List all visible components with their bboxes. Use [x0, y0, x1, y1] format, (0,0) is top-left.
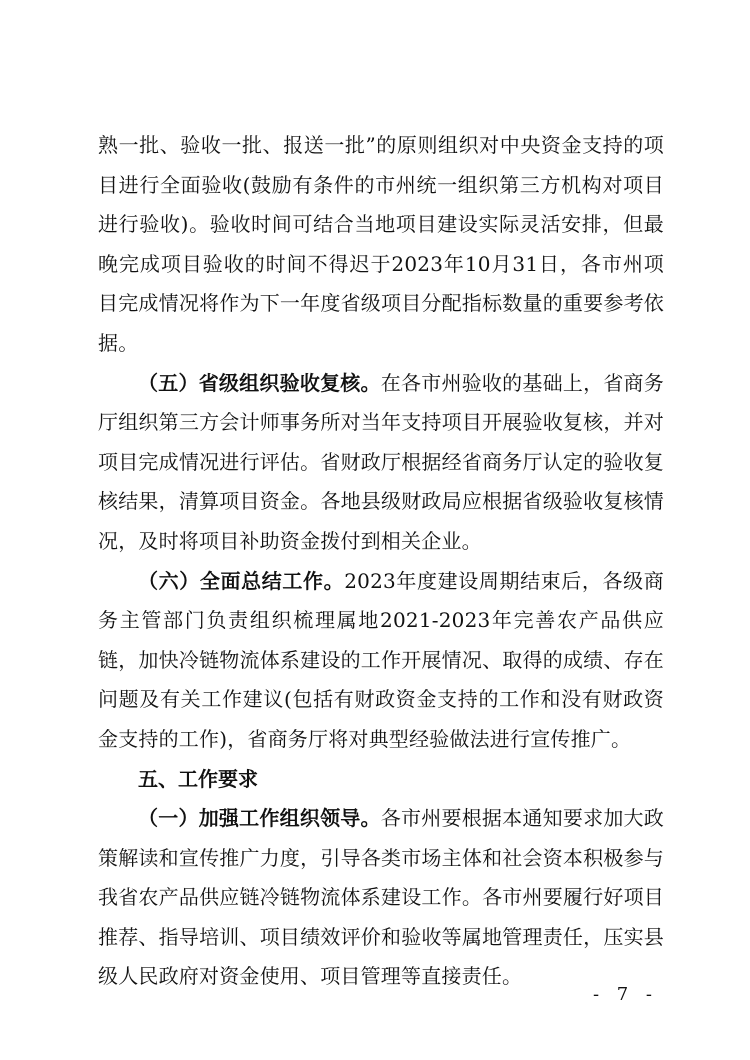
paragraph-text: 2023年度建设周期结束后，各级商务主管部门负责组织梳理属地2021-2023年完善农产品供应链，加快冷链物流体系建设的工作开展情况、取得的成绩、存在问题及有关工作建议(包括有财政资金支持的工作和没有财政资金支持的工作)，省商务厅将对典型经验做法进行宣传推广。 [98, 568, 664, 751]
paragraph-continuation [98, 126, 664, 364]
paragraph-text: 各市州要根据本通知要求加大政策解读和宣传推广力度，引导各类市场主体和社会资本积极参与我省农产品供应链冷链物流体系建设工作。各市州要履行好项目推荐、指导培训、项目绩效评价和验收等属地管理责任，压实县级人民政府对资金使用、项目管理等直接责任。 [98, 806, 664, 989]
paragraph-heading: （一）加强工作组织领导。 [138, 806, 381, 831]
paragraph-text: 熟一批、验收一批、报送一批”的原则组织对中央资金支持的项目进行全面验收(鼓励有条件的市州统一组织第三方机构对项目进行验收)。验收时间可结合当地项目建设实际灵活安排，但最晚完成项目验收的时间不得迟于2023年10月31日，各市州项目完成情况将作为下一年度省级项目分配指标数量的重要参考依据。 [98, 133, 664, 355]
paragraph-text: 在各市州验收的基础上，省商务厅组织第三方会计师事务所对当年支持项目开展验收复核，并对项目完成情况进行评估。省财政厅根据经省商务厅认定的验收复核结果，清算项目资金。各地县级财政局应根据省级验收复核情况，及时将项目补助资金拨付到相关企业。 [98, 370, 664, 553]
paragraph-heading: （五）省级组织验收复核。 [138, 370, 381, 395]
paragraph-strengthen-leadership [98, 799, 664, 997]
page-number: - 7 - [592, 984, 658, 1005]
paragraph-provincial-acceptance-review [98, 364, 664, 562]
paragraph-heading: （六）全面总结工作。 [138, 568, 345, 593]
document-body [98, 126, 664, 997]
paragraph-comprehensive-summary [98, 562, 664, 760]
section-heading-work-requirements: 五、工作要求 [138, 766, 258, 791]
